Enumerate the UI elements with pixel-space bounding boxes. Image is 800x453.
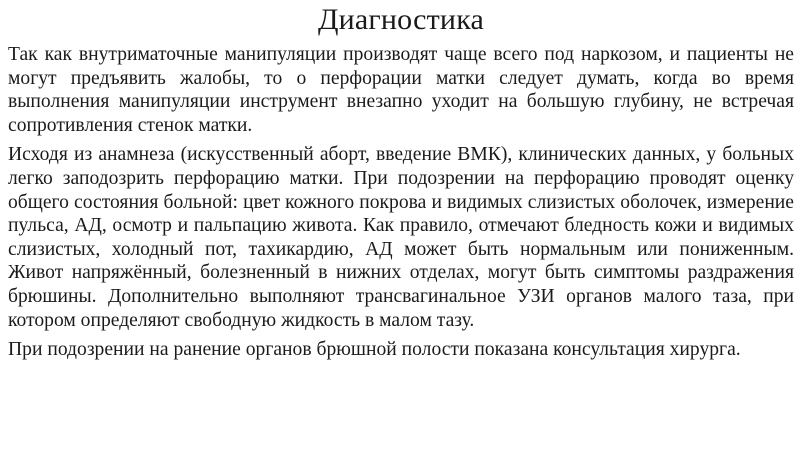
slide-title: Диагностика <box>317 3 485 36</box>
paragraph-surgical-consultation: При подозрении на ранение органов брюшной полости показана консультация хирурга. <box>8 339 741 361</box>
slide-body <box>8 43 794 362</box>
paragraph-clinical-assessment: Исходя из анамнеза (искусственный аборт, введение ВМК), клинических данных, у больных легко заподозрить перфорацию матки. При подозрении на перфорацию проводят оценку общего состояния больной: цвет кожного покрова и видимых слизистых оболочек, измерение пульса, АД, осмотр и пальпацию живота. Как правило, отмечают бледность кожи и видимых слизистых, холодный пот, тахикардию, АД может быть нормальным или пониженным. Живот напряжённый, болезненный в нижних отделах, могут быть симптомы раздражения брюшины. Дополнительно выполняют трансвагинальное УЗИ органов малого таза, при котором определяют свободную жидкость в малом тазу. <box>8 144 794 331</box>
slide <box>0 3 800 453</box>
paragraph-intraoperative-signs: Так как внутриматочные манипуляции производят чаще всего под наркозом, и пациенты не могут предъявить жалобы, то о перфорации матки следует думать, когда во время выполнения манипуляции инструмент внезапно уходит на большую глубину, не встречая сопротивления стенок матки. <box>8 44 794 136</box>
